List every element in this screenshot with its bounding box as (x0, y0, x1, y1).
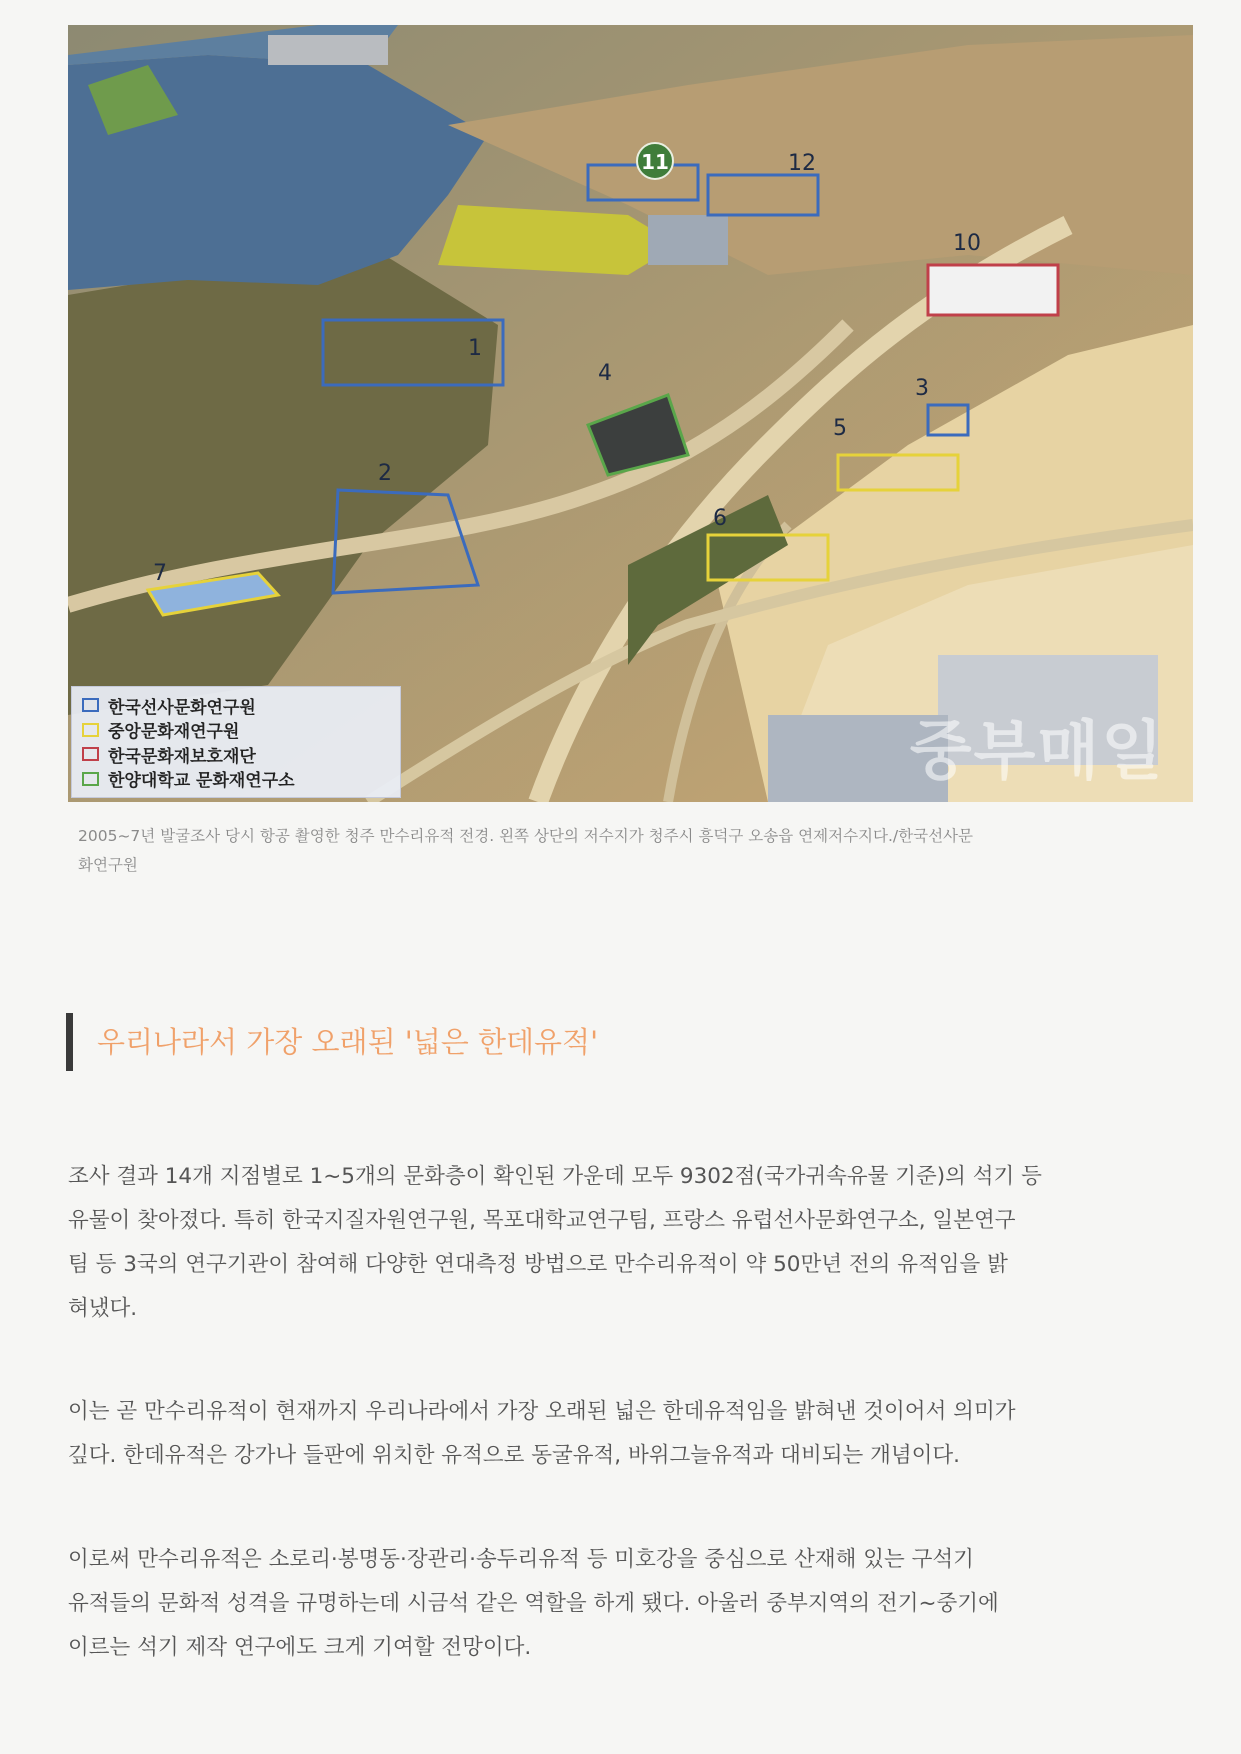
legend-label: 한양대학교 문화재연구소 (108, 771, 295, 792)
paragraph-line: 혀냈다. (68, 1296, 138, 1321)
site-marker: 6 (713, 506, 727, 531)
paragraph-line: 이로써 만수리유적은 소로리·봉명동·장관리·송두리유적 등 미호강을 중심으로 산재해 있는 구석기 (68, 1547, 974, 1572)
legend-item (82, 718, 390, 743)
legend-item (82, 767, 390, 792)
site-marker: 10 (953, 231, 981, 256)
paragraph-line: 팀 등 3국의 연구기관이 참여해 다양한 연대측정 방법으로 만수리유적이 약 50만년 전의 유적임을 밝 (68, 1252, 1008, 1277)
paragraph-line: 유적들의 문화적 성격을 규명하는데 시금석 같은 역할을 하게 됐다. 아울러 중부지역의 전기~중기에 (68, 1591, 999, 1616)
map-legend (71, 686, 401, 798)
paragraph-line: 이르는 석기 제작 연구에도 크게 기여할 전망이다. (68, 1635, 532, 1660)
site-marker: 5 (833, 416, 847, 441)
legend-item (82, 693, 390, 718)
legend-label: 중앙문화재연구원 (108, 722, 240, 743)
site-marker: 4 (598, 361, 612, 386)
watermark: 중부매일 (909, 715, 1165, 789)
legend-item (82, 742, 390, 767)
legend-label: 한국문화재보호재단 (108, 746, 256, 767)
legend-swatch (82, 698, 99, 712)
body-paragraph (68, 1538, 1178, 1670)
legend-swatch (82, 747, 99, 761)
legend-swatch (82, 772, 99, 786)
site-marker: 1 (468, 336, 482, 361)
aerial-photo (68, 25, 1193, 802)
paragraph-line: 깊다. 한데유적은 강가나 들판에 위치한 유적으로 동굴유적, 바위그늘유적과 대비되는 개념이다. (68, 1443, 961, 1468)
caption-line: 화연구원 (78, 856, 138, 874)
section-heading: 우리나라서 가장 오래된 '넓은 한데유적' (97, 1025, 599, 1059)
body-paragraph (68, 1390, 1178, 1478)
heading-accent-bar (66, 1013, 73, 1071)
paragraph-line: 유물이 찾아졌다. 특히 한국지질자원연구원, 목포대학교연구팀, 프랑스 유럽선사문화연구소, 일본연구 (68, 1208, 1016, 1233)
legend-swatch (82, 723, 99, 737)
site-marker: 3 (915, 376, 929, 401)
site-marker: 7 (153, 561, 167, 586)
caption-line: 2005~7년 발굴조사 당시 항공 촬영한 청주 만수리유적 전경. 왼쪽 상단의 저수지가 청주시 흥덕구 오송읍 연제저수지다./한국선사문 (78, 827, 974, 845)
body-paragraph (68, 1155, 1178, 1331)
site-marker: 12 (788, 151, 816, 176)
legend-label: 한국선사문화연구원 (108, 697, 256, 718)
paragraph-line: 조사 결과 14개 지점별로 1~5개의 문화층이 확인된 가운데 모두 9302점(국가귀속유물 기준)의 석기 등 (68, 1164, 1042, 1189)
paragraph-line: 이는 곧 만수리유적이 현재까지 우리나라에서 가장 오래된 넓은 한데유적임을 밝혀낸 것이어서 의미가 (68, 1399, 1016, 1424)
site-marker: 11 (641, 150, 669, 174)
site-marker: 2 (378, 461, 392, 486)
photo-caption (78, 822, 1188, 880)
